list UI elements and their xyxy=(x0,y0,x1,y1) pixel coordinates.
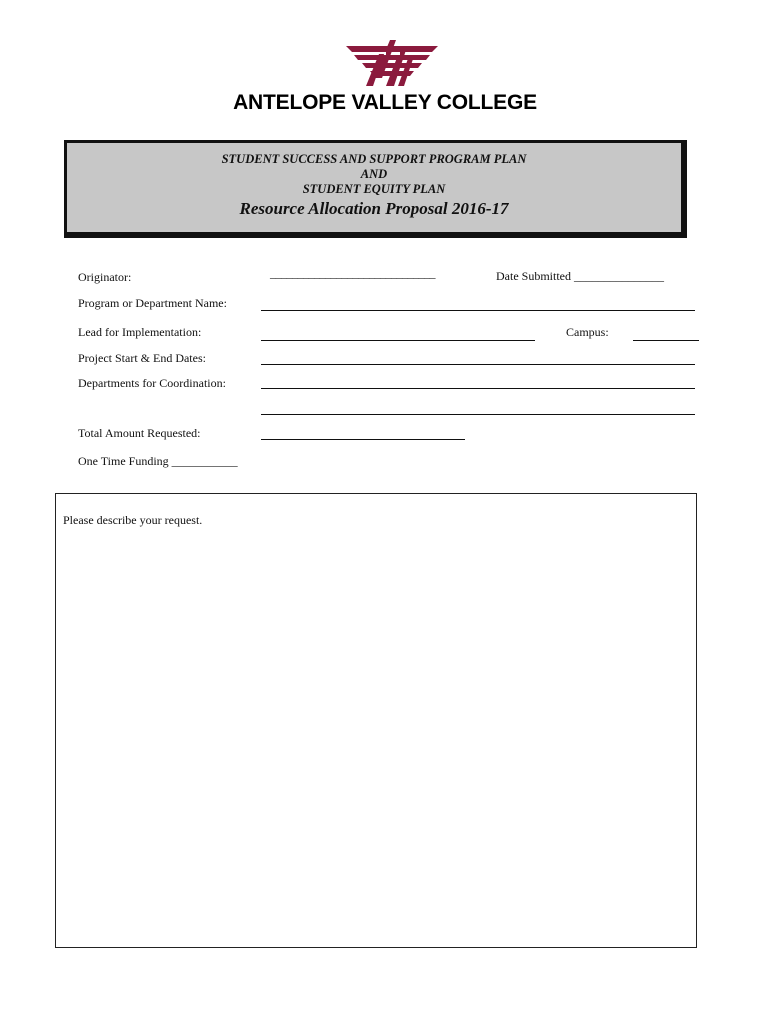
date-submitted-field[interactable]: Date Submitted _______________ xyxy=(496,269,664,283)
originator-label: Originator: xyxy=(78,270,132,284)
antelope-valley-college-logo xyxy=(344,38,440,92)
request-prompt: Please describe your request. xyxy=(63,513,203,527)
amount-label: Total Amount Requested: xyxy=(78,426,201,440)
program-label: Program or Department Name: xyxy=(78,296,227,310)
banner-line-1: STUDENT SUCCESS AND SUPPORT PROGRAM PLAN xyxy=(221,152,527,166)
coordination-field[interactable] xyxy=(261,388,695,389)
banner-title: Resource Allocation Proposal 2016-17 xyxy=(239,199,509,218)
campus-label: Campus: xyxy=(566,325,609,339)
amount-field[interactable] xyxy=(261,439,465,440)
lead-field[interactable] xyxy=(261,340,535,341)
dates-field[interactable] xyxy=(261,364,695,365)
originator-field[interactable]: ______________________________ xyxy=(270,266,435,280)
banner-line-3: STUDENT EQUITY PLAN xyxy=(302,182,446,196)
banner-line-2: AND xyxy=(360,167,388,181)
program-field[interactable] xyxy=(261,310,695,311)
coordination-field-2[interactable] xyxy=(261,414,695,415)
college-name: ANTELOPE VALLEY COLLEGE xyxy=(233,91,537,114)
dates-label: Project Start & End Dates: xyxy=(78,351,206,365)
coordination-label: Departments for Coordination: xyxy=(78,376,226,390)
request-description-box[interactable] xyxy=(55,493,697,948)
title-banner xyxy=(64,140,687,238)
lead-label: Lead for Implementation: xyxy=(78,325,202,339)
campus-field[interactable] xyxy=(633,340,699,341)
one-time-funding-field[interactable]: One Time Funding ___________ xyxy=(78,454,238,468)
